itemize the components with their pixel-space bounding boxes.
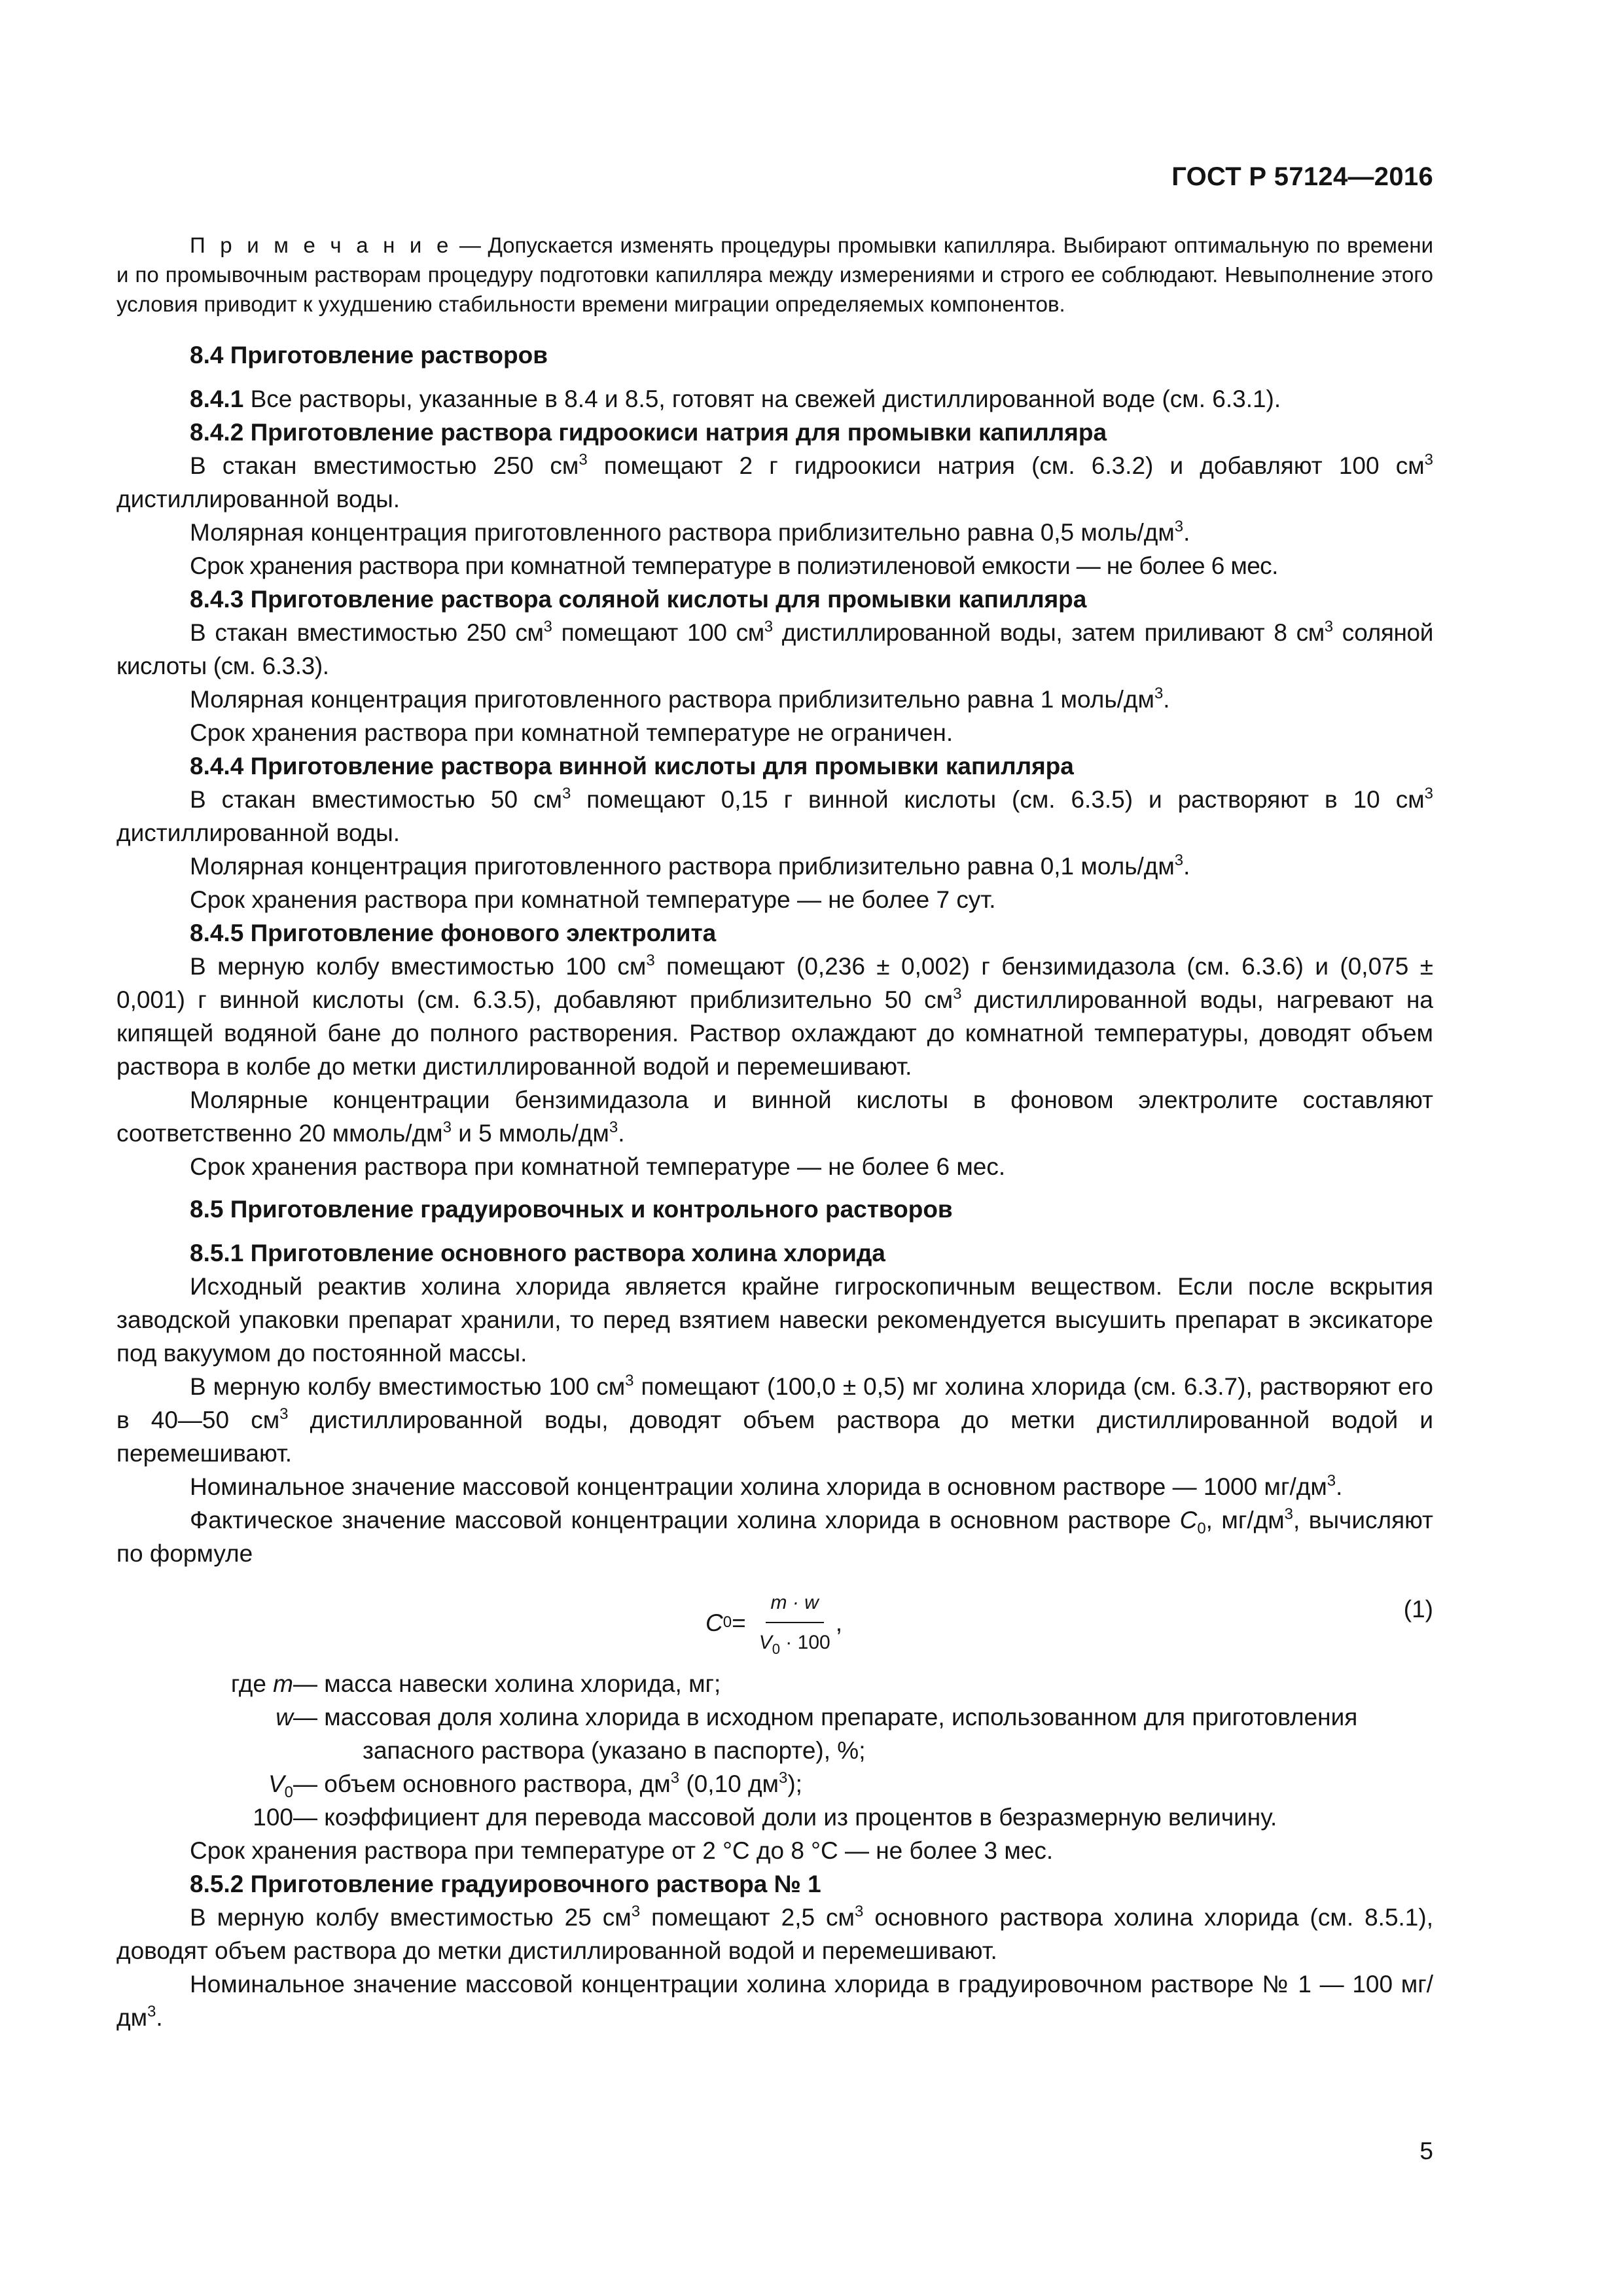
paragraph-8-4-2-2: Молярная концентрация приготовленного раствора приблизительно равна 0,5 моль/$дм^3$.: [190, 518, 1190, 546]
section-8-5-title: 8.5 Приготовление градуировочных и контрольного растворов: [190, 1196, 953, 1223]
section-8-4-4-title: 8.4.4 Приготовление раствора винной кислоты для промывки капилляра: [190, 753, 1074, 780]
paragraph-8-5-1-1: Исходный реактив холина хлорида является крайне гигроскопичным веществом. Если после вскрытия заводской упаковки препарат хранили, то перед взятием навески рекомендуется высушить препарат в эксикаторе под вакуумом до постоянной массы.: [116, 1273, 1433, 1367]
paragraph-8-4-3-3: Срок хранения раствора при комнатной температуре не ограничен.: [190, 719, 954, 746]
section-8-4-3-title: 8.4.3 Приготовление раствора соляной кислоты для промывки капилляра: [190, 586, 1087, 613]
where-v0: $V_0$ — объем основного раствора, $дм^3$ (0,10 $дм^3$);: [268, 1769, 802, 1801]
paragraph-8-5-1-3: Номинальное значение массовой концентрации холина хлорида в основном растворе — 1000 $мг/дм^3$.: [190, 1472, 1343, 1500]
paragraph-8-4-4-2: Молярная концентрация приготовленного раствора приблизительно равна 0,1 моль/$дм^3$.: [190, 852, 1190, 880]
section-8-4-5-title: 8.4.5 Приготовление фонового электролита: [190, 920, 717, 946]
note-text: — Допускается изменять процедуры промывки капилляра. Выбирают оптимальную по времени и по промывочным растворам процедуру подготовки капилляра между измерениями и строго ее соблюдают. Невыполнение этого условия приводит к ухудшению стабильности времени миграции определяемых компонентов.: [116, 233, 1433, 316]
section-8-5-1-title: 8.5.1 Приготовление основного раствора холина хлорида: [190, 1240, 885, 1266]
paragraph-8-4-2-3: Срок хранения раствора при комнатной температуре в полиэтиленовой емкости — не более 6 мес.: [190, 552, 1278, 579]
paragraph-8-4-5-3: Срок хранения раствора при комнатной температуре — не более 6 мес.: [190, 1153, 1006, 1180]
where-w: w — массовая доля холина хлорида в исходном препарате, использованном для приготовления запасного раствора (указано в паспорте), %;: [276, 1704, 1358, 1764]
section-8-4-2-title: 8.4.2 Приготовление раствора гидроокиси натрия для промывки капилляра: [190, 419, 1107, 446]
page-number: 5: [1419, 2138, 1433, 2164]
note-paragraph: [116, 230, 1433, 319]
formula-expression: C 0 = $\frac{m \cdot w}{V_0 \cdot 100}$ ,: [705, 1586, 842, 1659]
section-8-4-title: 8.4 Приготовление растворов: [190, 342, 548, 368]
formula-fraction: $\frac{m \cdot w}{V_0 \cdot 100}$: [754, 1586, 836, 1659]
where-m: где m — масса навески холина хлорида, мг;: [230, 1670, 721, 1697]
paragraph-8-5-2-2: Номинальное значение массовой концентрации холина хлорида в градуировочном растворе № 1 — 100 $мг/дм^3$.: [116, 1971, 1433, 2031]
paragraph-8-5-1-2: В мерную колбу вместимостью 100 $см^3$ помещают (100,0 ± 0,5) мг холина хлорида (см. 6.3.7), растворяют его в 40—50 $см^3$ дистиллированной воды, доводят объем раствора до метки дистиллированной водой и перемешивают.: [116, 1372, 1434, 1467]
paragraph-8-4-3-2: Молярная концентрация приготовленного раствора приблизительно равна 1 моль/$дм^3$.: [190, 685, 1170, 713]
paragraph-8-4-5-1: В мерную колбу вместимостью 100 $см^3$ помещают (0,236 ± 0,002) г бензимидазола (см. 6.3.6) и (0,075 ± 0,001) г винной кислоты (см. 6.3.5), добавляют приблизительно 50 $см^3$ дистиллированной воды, нагревают на кипящей водяной бане до полного растворения. Раствор охлаждают до комнатной температуры, доводят объем раствора в колбе до метки дистиллированной водой и перемешивают.: [116, 952, 1434, 1080]
section-8-5-2-title: 8.5.2 Приготовление градуировочного раствора № 1: [190, 1871, 821, 1897]
paragraph-8-4-1: 8.4.1 Все растворы, указанные в 8.4 и 8.5, готовят на свежей дистиллированной воде (см. 6.3.1).: [190, 386, 1281, 412]
paragraph-8-5-1-4: Фактическое значение массовой концентрации холина хлорида в основном растворе $C_0$, $мг/дм^3$, вычисляют по формуле: [116, 1505, 1433, 1567]
paragraph-8-5-1-5: Срок хранения раствора при температуре от 2 °С до 8 °С — не более 3 мес.: [190, 1837, 1054, 1864]
where-100: 100 — коэффициент для перевода массовой доли из процентов в безразмерную величину.: [253, 1804, 1277, 1831]
paragraph-8-4-4-1: В стакан вместимостью 50 $см^3$ помещают 0,15 г винной кислоты (см. 6.3.5) и растворяют в 10 $см^3$ дистиллированной воды.: [116, 785, 1433, 846]
paragraph-8-4-4-3: Срок хранения раствора при комнатной температуре — не более 7 сут.: [190, 886, 996, 913]
paragraph-8-5-2-1: В мерную колбу вместимостью 25 $см^3$ помещают 2,5 $см^3$ основного раствора холина хлорида (см. 8.5.1), доводят объем раствора до метки дистиллированной водой и перемешивают.: [116, 1903, 1433, 1964]
formula-1: [116, 1577, 1433, 1667]
note-label: П р и м е ч а н и е: [190, 233, 453, 257]
document-body: [116, 230, 1433, 2034]
document-code: ГОСТ Р 57124—2016: [1171, 162, 1433, 191]
paragraph-8-4-5-2: Молярные концентрации бензимидазола и винной кислоты в фоновом электролите составляют соответственно 20 ммоль/$дм^3$ и 5 ммоль/$дм^3$.: [116, 1086, 1433, 1147]
formula-number: (1): [1403, 1596, 1433, 1623]
paragraph-8-4-3-1: В стакан вместимостью 250 $см^3$ помещают 100 $см^3$ дистиллированной воды, затем приливают 8 $см^3$ соляной кислоты (см. 6.3.3).: [116, 618, 1433, 679]
paragraph-8-4-2-1: В стакан вместимостью 250 $см^3$ помещают 2 г гидроокиси натрия (см. 6.3.2) и добавляют 100 $см^3$ дистиллированной воды.: [116, 451, 1433, 512]
